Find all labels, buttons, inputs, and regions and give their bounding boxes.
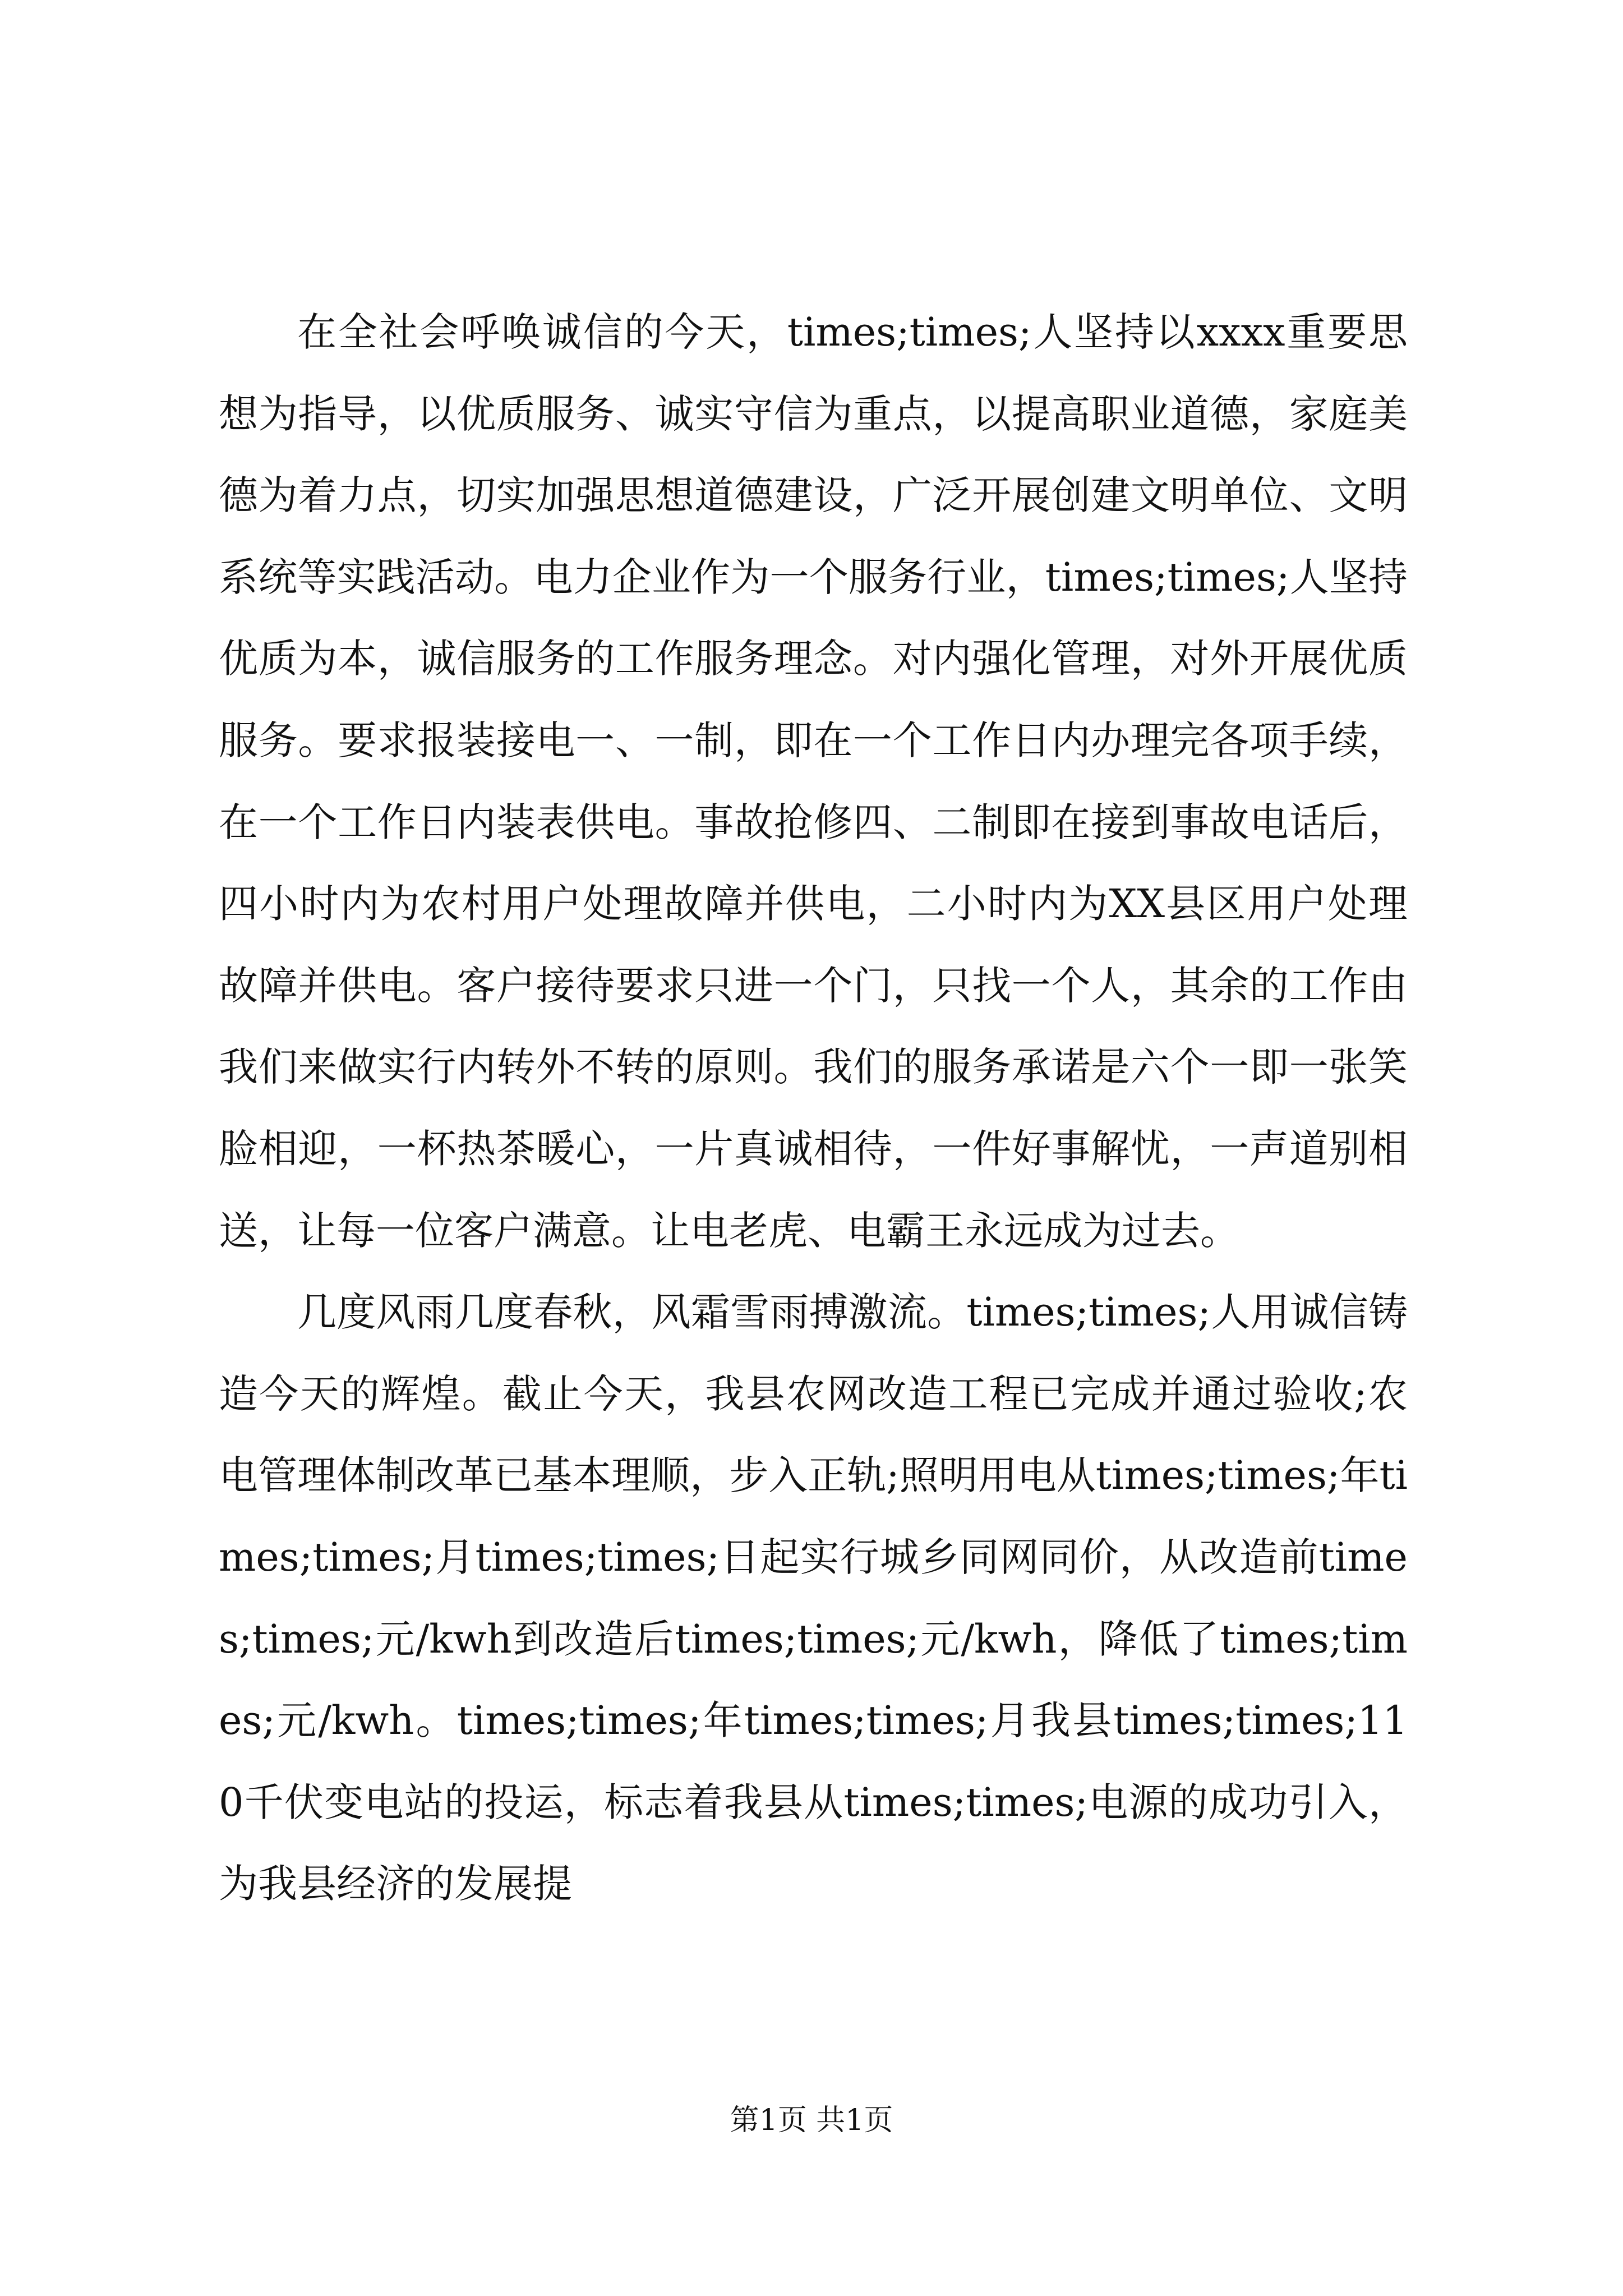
page-footer: 第1页 共1页 [730,2104,893,2137]
paragraph-2: 几度风雨几度春秋，风霜雪雨搏激流。times;times;人用诚信铸造今天的辉煌。截止今天，我县农网改造工程已完成并通过验收;农电管理体制改革已基本理顺，步入正轨;照明用电从times;times;年times;times;月times;times;日起实行城乡同网同价，从改造前times;times;元/kwh到改造后times;times;元/kwh，降低了times;times;元/kwh。times;times;年times;times;月我县times;times;110千伏变电站的投运，标志着我县从times;times;电源的成功引入，为我县经济的发展提 [219,1289,1408,1907]
paragraph-1: 在全社会呼唤诚信的今天，times;times;人坚持以xxxx重要思想为指导，以优质服务、诚实守信为重点，以提高职业道德，家庭美德为着力点，切实加强思想道德建设，广泛开展创建文明单位、文明系统等实践活动。电力企业作为一个服务行业，times;times;人坚持优质为本，诚信服务的工作服务理念。对内强化管理，对外开展优质服务。要求报装接电一、一制，即在一个工作日内办理完各项手续，在一个工作日内装表供电。事故抢修四、二制即在接到事故电话后，四小时内为农村用户处理故障并供电，二小时内为XX县区用户处理故障并供电。客户接待要求只进一个门，只找一个人，其余的工作由我们来做实行内转外不转的原则。我们的服务承诺是六个一即一张笑脸相迎，一杯热茶暖心，一片真诚相待，一件好事解忧，一声道别相送，让每一位客户满意。让电老虎、电霸王永远成为过去。 [219,309,1408,1254]
document-body [219,292,1408,1925]
